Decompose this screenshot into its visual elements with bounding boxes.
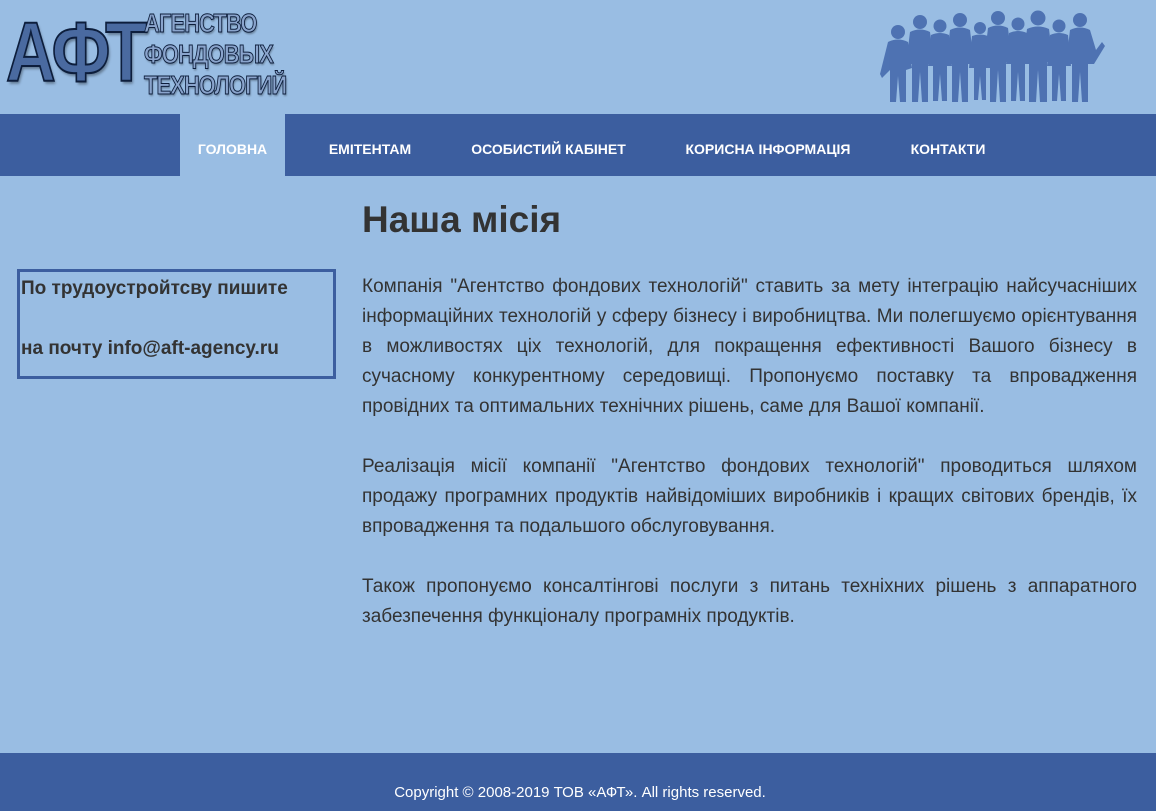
- main-nav: [0, 114, 1156, 176]
- nav-item-personal-cabinet[interactable]: ОСОБИСТИЙ КАБІНЕТ: [471, 141, 626, 157]
- logo-line-3: ТЕХНОЛОГИЙ: [144, 70, 287, 100]
- page-title: Наша місія: [362, 199, 562, 240]
- logo-line-2: ФОНДОВЫХ: [144, 39, 273, 69]
- logo[interactable]: [0, 0, 310, 110]
- mission-paragraph-2: Реалізація місії компанії "Агентство фондових технологій" проводиться шляхом продажу програмних продуктів найвідоміших виробників і кращих світових брендів, їх впровадження та подальшого обслуговування.: [362, 456, 1137, 537]
- logo-line-1: АГЕНСТВО: [144, 8, 257, 38]
- job-contact-box: [17, 269, 336, 379]
- nav-item-contacts[interactable]: КОНТАКТИ: [910, 141, 986, 157]
- job-contact-line-2: на почту info@aft-agency.ru: [21, 338, 279, 359]
- logo-wordmark: [144, 8, 314, 101]
- people-silhouettes-image: [876, 6, 1108, 104]
- mission-paragraph-3: Також пропонуємо консалтінгові послуги з питань техніхних рішень з аппаратного забезпечення функціоналу програмніх продуктів.: [362, 576, 1137, 627]
- site-footer: [0, 753, 1156, 811]
- copyright-text: Copyright © 2008-2019 ТОВ «АФТ». All rights reserved.: [394, 784, 766, 801]
- nav-item-home[interactable]: ГОЛОВНА: [180, 114, 285, 176]
- nav-item-useful-info[interactable]: КОРИСНА ІНФОРМАЦІЯ: [685, 141, 851, 157]
- logo-abbr: АФТ: [6, 5, 145, 99]
- nav-item-issuers[interactable]: ЕМІТЕНТАМ: [328, 141, 412, 157]
- site-header: [0, 0, 1156, 114]
- job-contact-line-1: По трудоустройтсву пишите: [21, 278, 288, 299]
- mission-paragraph-1: Компанія "Агентство фондових технологій" ставить за мету інтеграцію найсучасніших інформаційних технологій у сферу бізнесу і виробництва. Ми полегшуємо орієнтування в можливостях ціх технологій, для покращення ефективності Вашого бізнесу в сучасному конкурентному середовищі. Пропонуємо поставку та впровадження провідних та оптимальних технічних рішень, саме для Вашої компанії.: [362, 276, 1137, 417]
- mission-content: [362, 272, 1137, 662]
